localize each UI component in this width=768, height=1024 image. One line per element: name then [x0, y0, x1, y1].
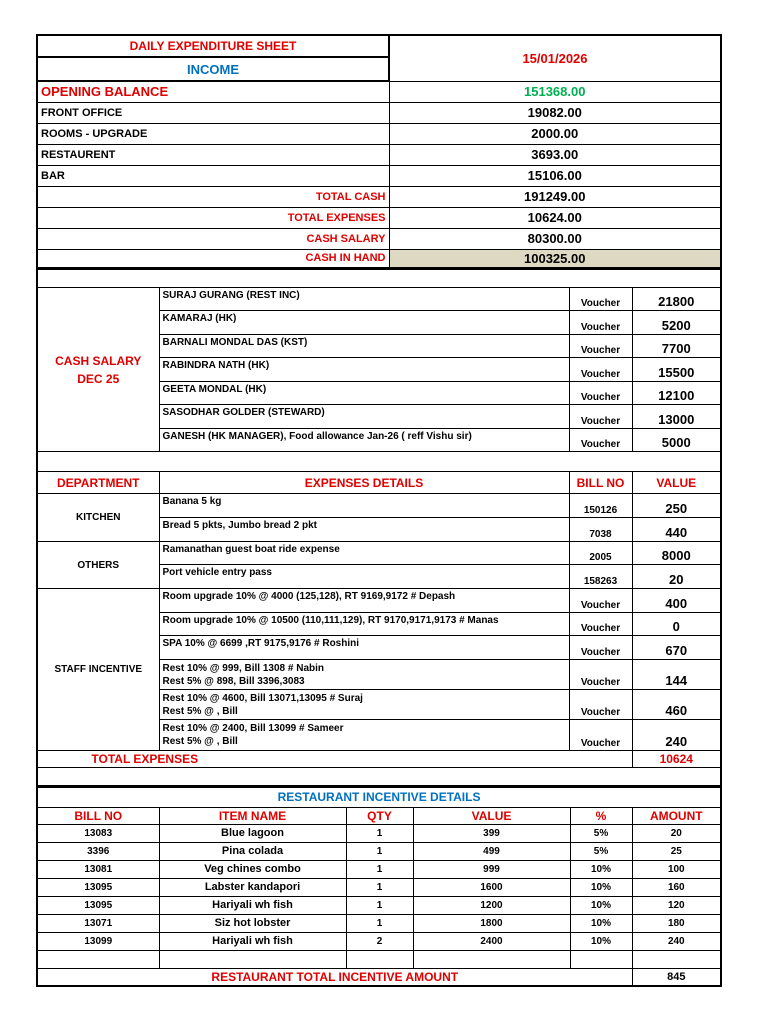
empty-cell [37, 950, 159, 968]
rest-amount: 160 [632, 878, 721, 896]
expense-detail: Port vehicle entry pass [159, 565, 569, 589]
cash-in-hand-value: 100325.00 [389, 249, 721, 268]
expense-detail: Banana 5 kg [159, 494, 569, 518]
rest-item: Blue lagoon [159, 824, 346, 842]
rest-item: Hariyali wh fish [159, 932, 346, 950]
salary-name: BARNALI MONDAL DAS (KST) [159, 335, 569, 358]
rest-item: Pina colada [159, 842, 346, 860]
salary-bill: Voucher [569, 382, 632, 405]
rest-value: 399 [413, 824, 570, 842]
expense-value: 250 [632, 494, 721, 518]
expense-detail-line: Rest 5% @ , Bill [162, 705, 238, 717]
rest-pct: 10% [570, 914, 632, 932]
salary-value: 7700 [632, 335, 721, 358]
spacer-row [37, 452, 721, 472]
rest-item: Hariyali wh fish [159, 896, 346, 914]
salary-value: 5200 [632, 311, 721, 335]
salary-value: 12100 [632, 382, 721, 405]
rest-qty: 1 [346, 896, 413, 914]
rest-value: 2400 [413, 932, 570, 950]
rest-value: 999 [413, 860, 570, 878]
income-table [36, 34, 722, 269]
rest-bill: 13095 [37, 896, 159, 914]
rest-amount: 180 [632, 914, 721, 932]
rest-value: 499 [413, 842, 570, 860]
rest-item-header: ITEM NAME [159, 807, 346, 824]
department-staff-incentive: STAFF INCENTIVE [37, 589, 159, 751]
expense-detail [159, 690, 569, 720]
expense-value: 400 [632, 589, 721, 613]
rest-amount: 120 [632, 896, 721, 914]
expense-detail-line: Rest 5% @ , Bill [162, 736, 238, 747]
rest-amount: 240 [632, 932, 721, 950]
rest-pct: 10% [570, 860, 632, 878]
cash-salary-month: DEC 25 [77, 371, 120, 386]
department-header: DEPARTMENT [37, 472, 159, 494]
rest-bill: 13099 [37, 932, 159, 950]
cash-salary-period [37, 288, 159, 452]
rest-bill: 13095 [37, 878, 159, 896]
income-value: 15106.00 [389, 165, 721, 186]
total-expenses-footer-label: TOTAL EXPENSES [37, 751, 632, 768]
income-value: 3693.00 [389, 144, 721, 165]
cash-salary-heading: CASH SALARY [55, 353, 142, 368]
total-cash-label: TOTAL CASH [37, 186, 389, 207]
income-label: FRONT OFFICE [37, 102, 389, 123]
salary-value: 13000 [632, 405, 721, 429]
spacer-row [37, 768, 721, 786]
salary-bill: Voucher [569, 288, 632, 311]
expense-detail-line: Rest 10% @ 999, Bill 1308 # Nabin [162, 662, 324, 674]
empty-cell [159, 950, 346, 968]
total-expenses-footer-value: 10624 [632, 751, 721, 768]
expenses-table [36, 269, 722, 787]
income-value: 19082.00 [389, 102, 721, 123]
income-label: ROOMS - UPGRADE [37, 123, 389, 144]
sheet-title: DAILY EXPENDITURE SHEET [37, 35, 389, 57]
salary-bill: Voucher [569, 335, 632, 358]
expense-bill: 2005 [569, 542, 632, 565]
expense-detail: SPA 10% @ 6699 ,RT 9175,9176 # Roshini [159, 636, 569, 660]
rest-amount: 25 [632, 842, 721, 860]
empty-cell [632, 950, 721, 968]
income-label: RESTAURENT [37, 144, 389, 165]
opening-balance-label: OPENING BALANCE [37, 81, 389, 102]
income-heading: INCOME [37, 57, 389, 81]
salary-name: RABINDRA NATH (HK) [159, 358, 569, 382]
value-header: VALUE [632, 472, 721, 494]
restaurant-incentive-title: RESTAURANT INCENTIVE DETAILS [37, 787, 721, 807]
rest-amount: 100 [632, 860, 721, 878]
salary-value: 21800 [632, 288, 721, 311]
expense-bill: Voucher [569, 613, 632, 636]
rest-qty: 1 [346, 824, 413, 842]
total-cash-value: 191249.00 [389, 186, 721, 207]
rest-bill: 3396 [37, 842, 159, 860]
expense-value: 460 [632, 690, 721, 720]
opening-balance-value: 151368.00 [389, 81, 721, 102]
expense-value: 240 [632, 720, 721, 751]
rest-item: Veg chines combo [159, 860, 346, 878]
expense-value: 20 [632, 565, 721, 589]
rest-pct: 10% [570, 896, 632, 914]
rest-pct: 5% [570, 842, 632, 860]
rest-qty: 2 [346, 932, 413, 950]
bill-no-header: BILL NO [569, 472, 632, 494]
expense-detail [159, 660, 569, 690]
rest-pct-header: % [570, 807, 632, 824]
expense-bill: Voucher [569, 589, 632, 613]
salary-bill: Voucher [569, 429, 632, 452]
rest-qty: 1 [346, 914, 413, 932]
salary-name: GANESH (HK MANAGER), Food allowance Jan-26 ( reff Vishu sir) [159, 429, 569, 452]
rest-qty: 1 [346, 878, 413, 896]
salary-bill: Voucher [569, 358, 632, 382]
expense-value: 144 [632, 660, 721, 690]
cash-in-hand-label: CASH IN HAND [37, 249, 389, 268]
rest-bill: 13081 [37, 860, 159, 878]
rest-pct: 5% [570, 824, 632, 842]
rest-qty-header: QTY [346, 807, 413, 824]
rest-item: Labster kandapori [159, 878, 346, 896]
salary-value: 15500 [632, 358, 721, 382]
expense-detail-line: Rest 5% @ 898, Bill 3396,3083 [162, 675, 305, 687]
total-expenses-value: 10624.00 [389, 207, 721, 228]
department-others: OTHERS [37, 542, 159, 589]
rest-value-header: VALUE [413, 807, 570, 824]
expense-bill: 7038 [569, 518, 632, 542]
empty-cell [346, 950, 413, 968]
empty-cell [413, 950, 570, 968]
expense-detail: Room upgrade 10% @ 10500 (110,111,129), RT 9170,9171,9173 # Manas [159, 613, 569, 636]
expense-bill: 158263 [569, 565, 632, 589]
expense-bill: 150126 [569, 494, 632, 518]
expense-bill: Voucher [569, 720, 632, 751]
rest-bill-no-header: BILL NO [37, 807, 159, 824]
restaurant-incentive-table [36, 787, 722, 988]
income-value: 2000.00 [389, 123, 721, 144]
rest-value: 1200 [413, 896, 570, 914]
salary-bill: Voucher [569, 311, 632, 335]
rest-amount: 20 [632, 824, 721, 842]
expense-bill: Voucher [569, 660, 632, 690]
spacer-row [37, 270, 721, 288]
rest-pct: 10% [570, 932, 632, 950]
cash-salary-value: 80300.00 [389, 228, 721, 249]
salary-name: SASODHAR GOLDER (STEWARD) [159, 405, 569, 429]
rest-bill: 13071 [37, 914, 159, 932]
expenditure-sheet [36, 34, 720, 987]
expense-detail: Ramanathan guest boat ride expense [159, 542, 569, 565]
expense-value: 670 [632, 636, 721, 660]
income-label: BAR [37, 165, 389, 186]
expense-detail: Room upgrade 10% @ 4000 (125,128), RT 9169,9172 # Depash [159, 589, 569, 613]
department-kitchen: KITCHEN [37, 494, 159, 542]
expense-detail [159, 720, 569, 751]
expense-bill: Voucher [569, 690, 632, 720]
rest-item: Siz hot lobster [159, 914, 346, 932]
total-expenses-label: TOTAL EXPENSES [37, 207, 389, 228]
salary-value: 5000 [632, 429, 721, 452]
expense-detail-line: Rest 10% @ 4600, Bill 13071,13095 # Suraj [162, 692, 363, 704]
empty-cell [570, 950, 632, 968]
salary-name: SURAJ GURANG (REST INC) [159, 288, 569, 311]
expense-value: 8000 [632, 542, 721, 565]
salary-name: KAMARAJ (HK) [159, 311, 569, 335]
expense-bill: Voucher [569, 636, 632, 660]
salary-bill: Voucher [569, 405, 632, 429]
expense-detail-line: Rest 10% @ 2400, Bill 13099 # Sameer [162, 723, 344, 734]
rest-qty: 1 [346, 842, 413, 860]
expense-detail: Bread 5 pkts, Jumbo bread 2 pkt [159, 518, 569, 542]
rest-value: 1800 [413, 914, 570, 932]
expense-value: 440 [632, 518, 721, 542]
rest-amount-header: AMOUNT [632, 807, 721, 824]
rest-qty: 1 [346, 860, 413, 878]
rest-pct: 10% [570, 878, 632, 896]
rest-bill: 13083 [37, 824, 159, 842]
restaurant-total-value: 845 [632, 968, 721, 986]
expense-value: 0 [632, 613, 721, 636]
salary-name: GEETA MONDAL (HK) [159, 382, 569, 405]
sheet-date: 15/01/2026 [389, 35, 721, 81]
rest-value: 1600 [413, 878, 570, 896]
expenses-details-header: EXPENSES DETAILS [159, 472, 569, 494]
cash-salary-label: CASH SALARY [37, 228, 389, 249]
restaurant-total-label: RESTAURANT TOTAL INCENTIVE AMOUNT [37, 968, 632, 986]
